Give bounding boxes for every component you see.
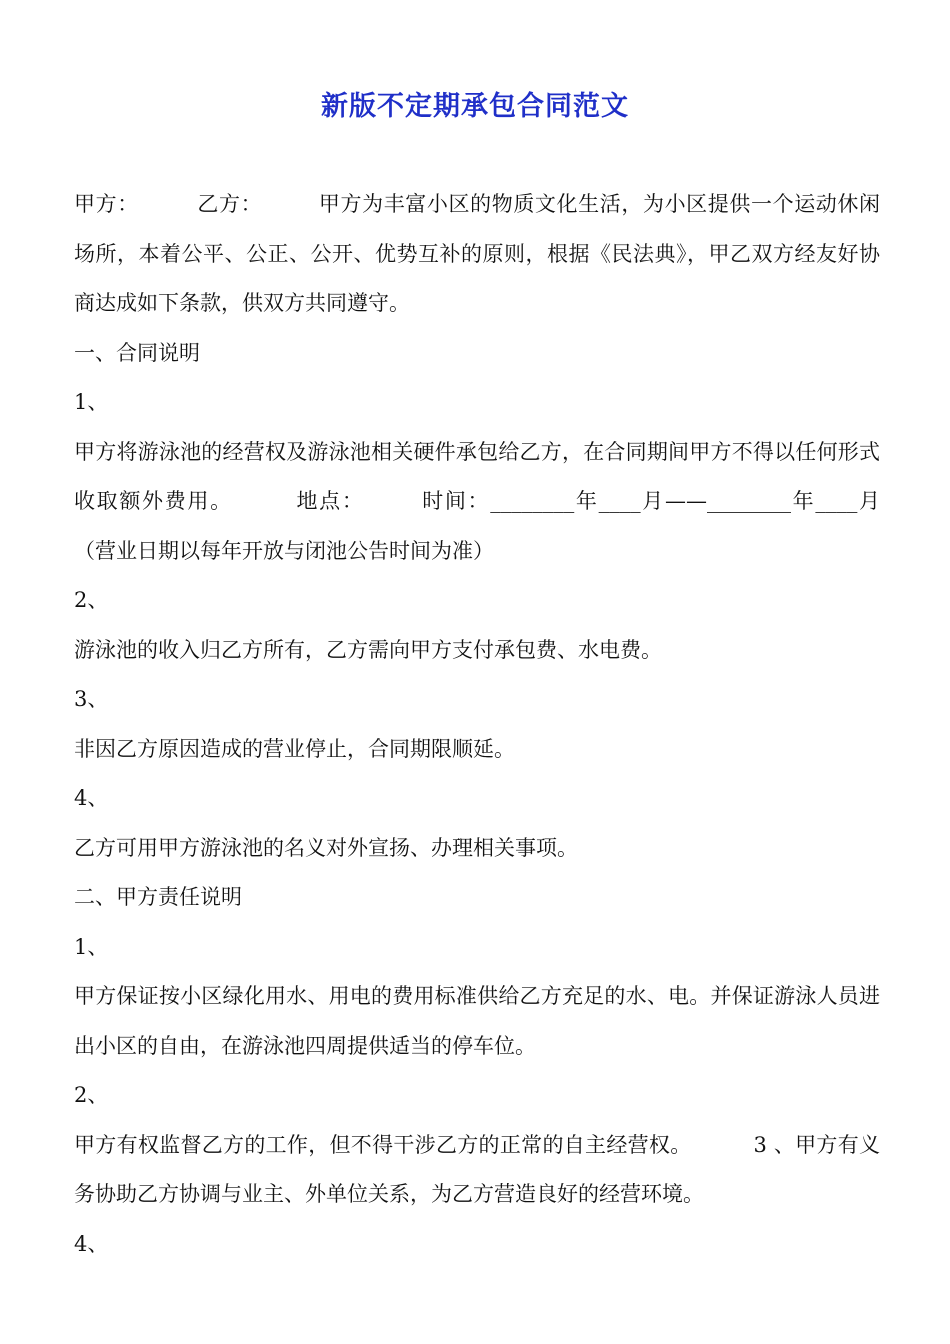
- section-2-item-1-text: 甲方保证按小区绿化用水、用电的费用标准供给乙方充足的水、电。并保证游泳人员进出小区的自由，在游泳池四周提供适当的停车位。: [74, 984, 880, 1058]
- section-1-item-4-number: 4、: [74, 786, 109, 810]
- section-2-item-2-text: [74, 1121, 880, 1220]
- section-1-heading: 一、合同说明: [74, 340, 200, 365]
- party-a-label: 甲方：: [74, 192, 139, 216]
- section-1-item-1-number: 1、: [74, 390, 109, 414]
- party-b-label: 乙方：: [196, 192, 263, 216]
- section-1-item-2-text: 游泳池的收入归乙方所有，乙方需向甲方支付承包费、水电费。: [74, 637, 662, 662]
- document-body: [74, 180, 880, 1269]
- section-2-item-2-number: 2、: [74, 1083, 109, 1107]
- section-1-item-2-number: 2、: [74, 588, 109, 612]
- section-2-heading: 二、甲方责任说明: [74, 885, 242, 909]
- section-2-item-2-body: 甲方有权监督乙方的工作，但不得干涉乙方的正常的自主经营权。: [74, 1132, 692, 1157]
- section-1-item-3-number: 3、: [74, 687, 109, 711]
- section-1-item-1-text: [74, 428, 880, 577]
- time-label: 时间：________年____月——________年____月（营业日期以每年开放与闭池公告时间为准）: [74, 489, 881, 563]
- section-2-item-3-text: 3 、甲方有义务协助乙方协调与业主、外单位关系，为乙方营造良好的经营环境。: [74, 1132, 880, 1206]
- location-label: 地点：: [294, 489, 365, 513]
- section-1-item-3-text: 非因乙方原因造成的营业停止，合同期限顺延。: [74, 736, 515, 761]
- section-1-item-1-body: 甲方将游泳池的经营权及游泳池相关硬件承包给乙方，在合同期间甲方不得以任何形式收取额外费用。: [74, 439, 880, 513]
- document-title: 新版不定期承包合同范文: [321, 91, 629, 122]
- section-1-item-4-text: 乙方可用甲方游泳池的名义对外宣扬、办理相关事项。: [74, 835, 578, 860]
- intro-text: 甲方为丰富小区的物质文化生活，为小区提供一个运动休闲场所，本着公平、公正、公开、优势互补的原则，根据《民法典》，甲乙双方经友好协商达成如下条款，供双方共同遵守。: [74, 192, 881, 315]
- section-2-item-4-number: 4、: [74, 1231, 109, 1256]
- intro-paragraph: [74, 180, 880, 329]
- section-2-item-1-number: 1、: [74, 934, 109, 959]
